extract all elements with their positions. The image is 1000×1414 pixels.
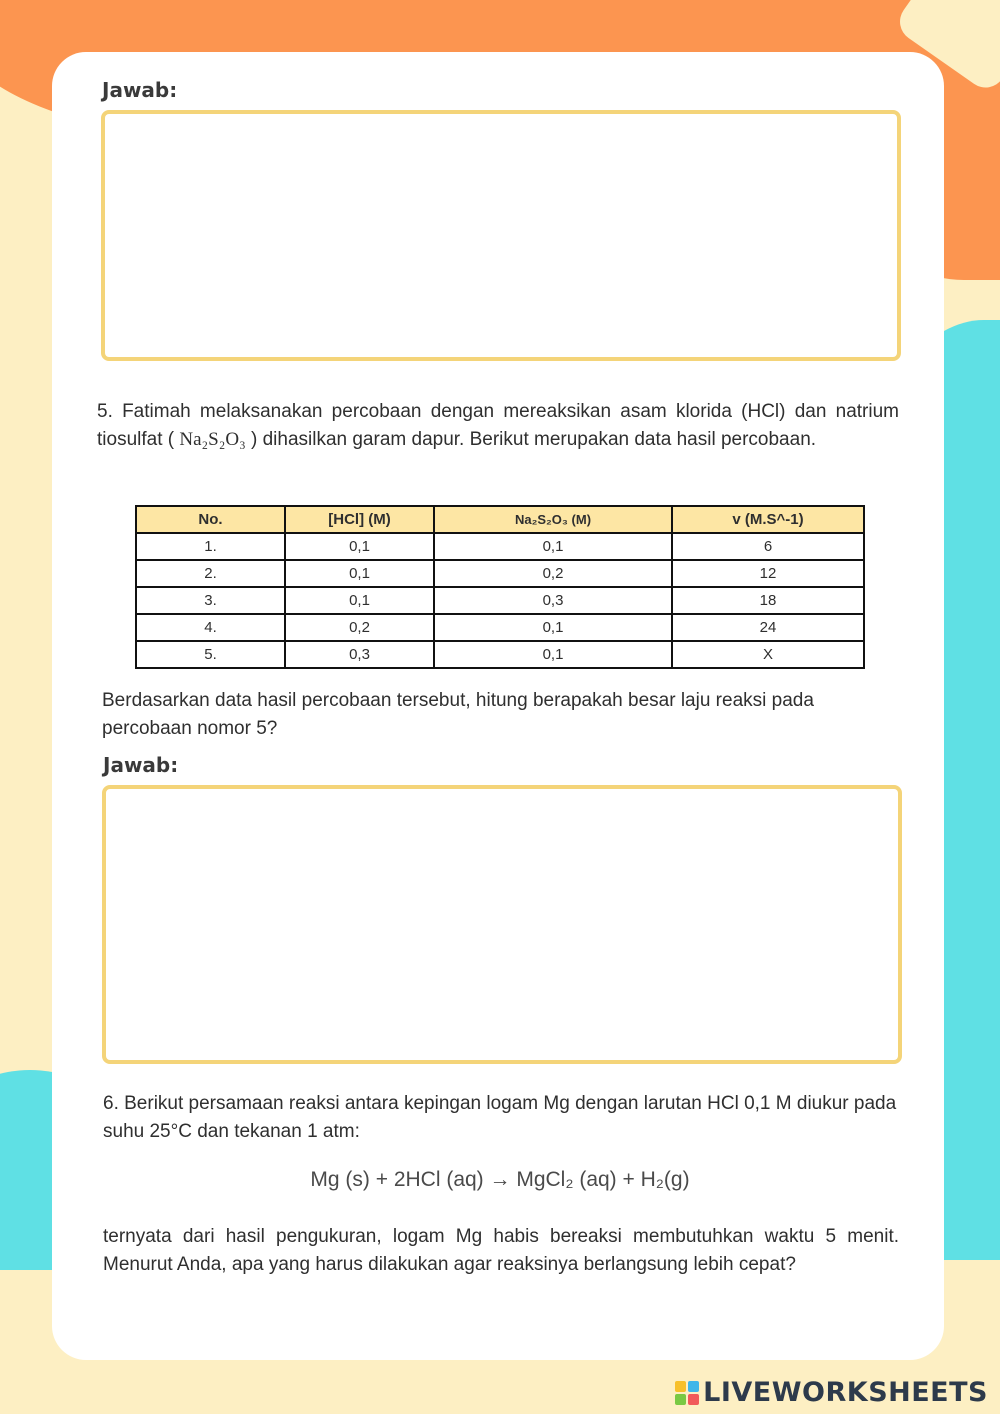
liveworksheets-brand-text: LIVEWORKSHEETS — [703, 1377, 988, 1408]
cell-na2s2o3: 0,2 — [434, 560, 672, 587]
liveworksheets-logo — [675, 1377, 988, 1408]
cell-rate: X — [672, 641, 864, 668]
logo-square-icon — [675, 1394, 686, 1405]
question-5-text — [97, 398, 899, 454]
logo-square-icon — [675, 1381, 686, 1392]
cell-hcl: 0,1 — [285, 587, 434, 614]
question-5-text-b: ) dihasilkan garam dapur. Berikut merupakan data hasil percobaan. — [250, 429, 817, 450]
experiment-data-table — [135, 505, 865, 669]
cell-rate: 6 — [672, 533, 864, 560]
logo-square-icon — [688, 1394, 699, 1405]
cell-no: 2. — [136, 560, 285, 587]
table-row — [136, 614, 864, 641]
table-row — [136, 560, 864, 587]
question-6-prompt: ternyata dari hasil pengukuran, logam Mg habis bereaksi membutuhkan waktu 5 menit. Menurut Anda, apa yang harus dilakukan agar reaksinya berlangsung lebih cepat? — [103, 1226, 899, 1275]
header-rate: v (M.S^-1) — [672, 506, 864, 533]
cell-no: 5. — [136, 641, 285, 668]
table-row — [136, 533, 864, 560]
cell-na2s2o3: 0,1 — [434, 614, 672, 641]
liveworksheets-logo-icon — [675, 1381, 699, 1405]
question-6-intro: 6. Berikut persamaan reaksi antara kepingan logam Mg dengan larutan HCl 0,1 M diukur pada suhu 25°C dan tekanan 1 atm: — [103, 1093, 897, 1142]
cell-na2s2o3: 0,1 — [434, 641, 672, 668]
cell-hcl: 0,3 — [285, 641, 434, 668]
answer-label-2: Jawab: — [103, 753, 179, 777]
header-no: No. — [136, 506, 285, 533]
cell-hcl: 0,1 — [285, 533, 434, 560]
cell-rate: 18 — [672, 587, 864, 614]
cell-no: 3. — [136, 587, 285, 614]
answer-box-1[interactable] — [101, 110, 901, 361]
cell-hcl: 0,2 — [285, 614, 434, 641]
sodium-thiosulfate-formula: Na₂S₂O₃ — [179, 429, 246, 450]
table-header-row — [136, 506, 864, 533]
cell-hcl: 0,1 — [285, 560, 434, 587]
cell-na2s2o3: 0,1 — [434, 533, 672, 560]
answer-label-1: Jawab: — [102, 78, 178, 102]
answer-box-2[interactable] — [102, 785, 902, 1064]
cell-no: 4. — [136, 614, 285, 641]
cell-na2s2o3: 0,3 — [434, 587, 672, 614]
logo-square-icon — [688, 1381, 699, 1392]
cell-rate: 12 — [672, 560, 864, 587]
table-row — [136, 587, 864, 614]
question-5-prompt: Berdasarkan data hasil percobaan tersebut, hitung berapakah besar laju reaksi pada percobaan nomor 5? — [102, 690, 814, 739]
header-hcl: [HCl] (M) — [285, 506, 434, 533]
cell-rate: 24 — [672, 614, 864, 641]
header-na2s2o3: Na₂S₂O₃ (M) — [434, 506, 672, 533]
table-row — [136, 641, 864, 668]
reaction-equation: Mg (s) + 2HCl (aq) → MgCl₂ (aq) + H₂(g) — [310, 1168, 690, 1191]
question-5-text-a: 5. Fatimah melaksanakan percobaan dengan mereaksikan asam klorida (HCl) dan natrium tiosulfat ( — [97, 401, 899, 450]
cell-no: 1. — [136, 533, 285, 560]
